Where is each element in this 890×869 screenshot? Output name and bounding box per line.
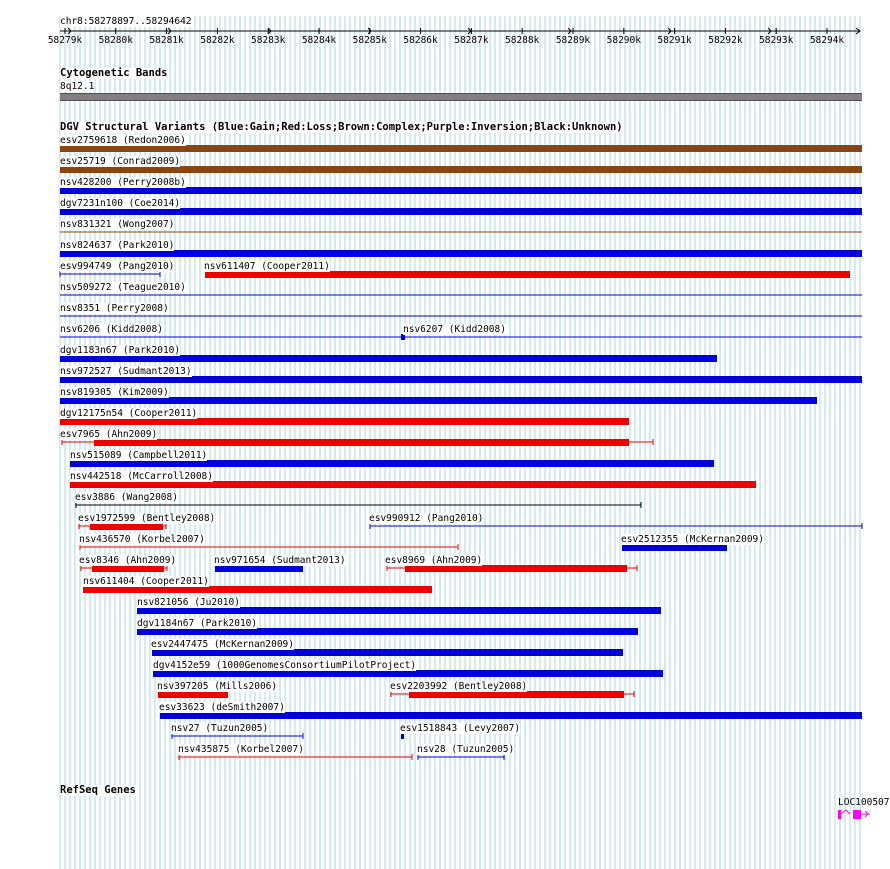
ruler-tick-label: 58292k [708, 35, 743, 46]
variant-label[interactable]: nsv8351 (Perry2008) [60, 303, 169, 314]
variant-label[interactable]: dgv4152e59 (1000GenomesConsortiumPilotProject) [153, 660, 417, 671]
variant-label[interactable]: esv25719 (Conrad2009) [60, 156, 181, 167]
variant-bar[interactable] [60, 418, 629, 425]
ruler-tick-label: 58287k [454, 35, 489, 46]
cytoband-track-title[interactable]: Cytogenetic Bands [60, 67, 168, 79]
variant-bar[interactable] [60, 166, 862, 173]
position-label: chr8:58278897..58294642 [60, 16, 192, 27]
variant-label[interactable]: nsv6206 (Kidd2008) [60, 324, 163, 335]
refseq-gene-glyph[interactable] [836, 808, 876, 822]
variant-label[interactable]: nsv515089 (Campbell2011) [70, 450, 208, 461]
ruler-tick-label: 58281k [149, 35, 184, 46]
variant-bar[interactable] [387, 565, 637, 572]
ruler-tick-label: 58280k [98, 35, 133, 46]
variant-bar[interactable] [83, 586, 432, 593]
variant-label[interactable]: esv8346 (Ahn2009) [79, 555, 177, 566]
variant-label[interactable]: nsv6207 (Kidd2008) [403, 324, 506, 335]
ruler-tick-label: 58289k [555, 35, 591, 46]
ruler-tick-label: 58291k [657, 35, 692, 46]
variant-label[interactable]: nsv27 (Tuzun2005) [171, 723, 269, 734]
variant-bar[interactable] [158, 691, 228, 698]
variant-label[interactable]: nsv397205 (Mills2006) [157, 681, 278, 692]
variant-label[interactable]: esv990912 (Pang2010) [369, 513, 484, 524]
variant-label[interactable]: nsv831321 (Wong2007) [60, 219, 175, 230]
variant-label[interactable]: esv33623 (deSmith2007) [159, 702, 285, 713]
ruler-tick-label: 58290k [606, 35, 641, 46]
variant-label[interactable]: nsv972527 (Sudmant2013) [60, 366, 192, 377]
variant-label[interactable]: esv8969 (Ahn2009) [385, 555, 483, 566]
ruler-tick-label: 58288k [505, 35, 540, 46]
ruler-tick-label: 58284k [301, 35, 337, 46]
variant-bar[interactable] [215, 565, 303, 572]
variant-label[interactable]: nsv442518 (McCarroll2008) [70, 471, 213, 482]
ruler-tick-label: 58294k [809, 35, 845, 46]
variant-bar[interactable] [622, 544, 727, 551]
variant-label[interactable]: esv2447475 (McKernan2009) [151, 639, 294, 650]
variant-label[interactable]: esv7965 (Ahn2009) [60, 429, 158, 440]
variant-label[interactable]: dgv1183n67 (Park2010) [60, 345, 181, 356]
variant-label[interactable]: nsv971654 (Sudmant2013) [214, 555, 346, 566]
ruler-tick-label: 58285k [352, 35, 387, 46]
variant-bar[interactable] [60, 397, 817, 404]
variant-label[interactable]: esv3886 (Wang2008) [75, 492, 178, 503]
variant-bar[interactable] [60, 187, 862, 194]
variant-label[interactable]: nsv821056 (Ju2010) [137, 597, 240, 608]
variant-label[interactable]: nsv509272 (Teague2010) [60, 282, 186, 293]
variant-bar[interactable] [70, 481, 756, 488]
variant-label[interactable]: esv2203992 (Bentley2008) [390, 681, 528, 692]
ruler-tick-label: 58279k [47, 35, 83, 46]
variant-bar[interactable] [137, 628, 638, 635]
variant-label[interactable]: nsv824637 (Park2010) [60, 240, 175, 251]
variant-bar[interactable] [152, 649, 623, 656]
variant-bar[interactable] [60, 145, 862, 152]
variant-label[interactable]: nsv436570 (Korbel2007) [79, 534, 205, 545]
variant-label[interactable]: nsv611404 (Cooper2011) [83, 576, 209, 587]
variant-label[interactable]: nsv428200 (Perry2008b) [60, 177, 186, 188]
variant-bar[interactable] [137, 607, 661, 614]
variant-bar[interactable] [60, 376, 862, 383]
variant-label[interactable]: esv1972599 (Bentley2008) [78, 513, 216, 524]
variant-label[interactable]: nsv28 (Tuzun2005) [417, 744, 515, 755]
cytoband-label: 8q12.1 [60, 81, 95, 92]
variant-bar[interactable] [60, 355, 717, 362]
variant-label[interactable]: esv1518843 (Levy2007) [400, 723, 521, 734]
variant-bar[interactable] [70, 460, 714, 467]
dgv-track-title[interactable]: DGV Structural Variants (Blue:Gain;Red:Loss;Brown:Complex;Purple:Inversion;Black:Unknown) [60, 121, 623, 133]
variant-bar[interactable] [62, 439, 653, 446]
variant-label[interactable]: dgv7231n100 (Coe2014) [60, 198, 181, 209]
variant-bar[interactable] [153, 670, 663, 677]
variant-bar[interactable] [205, 271, 850, 278]
variant-label[interactable]: dgv12175n54 (Cooper2011) [60, 408, 198, 419]
variant-label[interactable]: nsv611407 (Cooper2011) [204, 261, 330, 272]
variant-label[interactable]: esv994749 (Pang2010) [60, 261, 175, 272]
ruler-tick-label: 58283k [251, 35, 286, 46]
variant-bar[interactable] [60, 250, 862, 257]
refseq-track-title[interactable]: RefSeq Genes [60, 784, 136, 796]
ruler-tick-label: 58286k [403, 35, 438, 46]
variant-label[interactable]: nsv435875 (Korbel2007) [178, 744, 304, 755]
ruler-tick-label: 58282k [200, 35, 235, 46]
variant-bar[interactable] [79, 523, 166, 530]
variant-bar[interactable] [81, 565, 167, 572]
variant-bar[interactable] [160, 712, 862, 719]
variant-label[interactable]: esv2759618 (Redon2006) [60, 135, 186, 146]
variant-label[interactable]: esv2512355 (McKernan2009) [621, 534, 764, 545]
variant-label[interactable]: nsv819305 (Kim2009) [60, 387, 169, 398]
variant-bar[interactable] [60, 208, 862, 215]
variant-bar[interactable] [391, 691, 634, 698]
ruler-tick-label: 58293k [759, 35, 794, 46]
variant-label[interactable]: dgv1184n67 (Park2010) [137, 618, 258, 629]
refseq-gene-label[interactable]: LOC100507 [838, 797, 890, 808]
